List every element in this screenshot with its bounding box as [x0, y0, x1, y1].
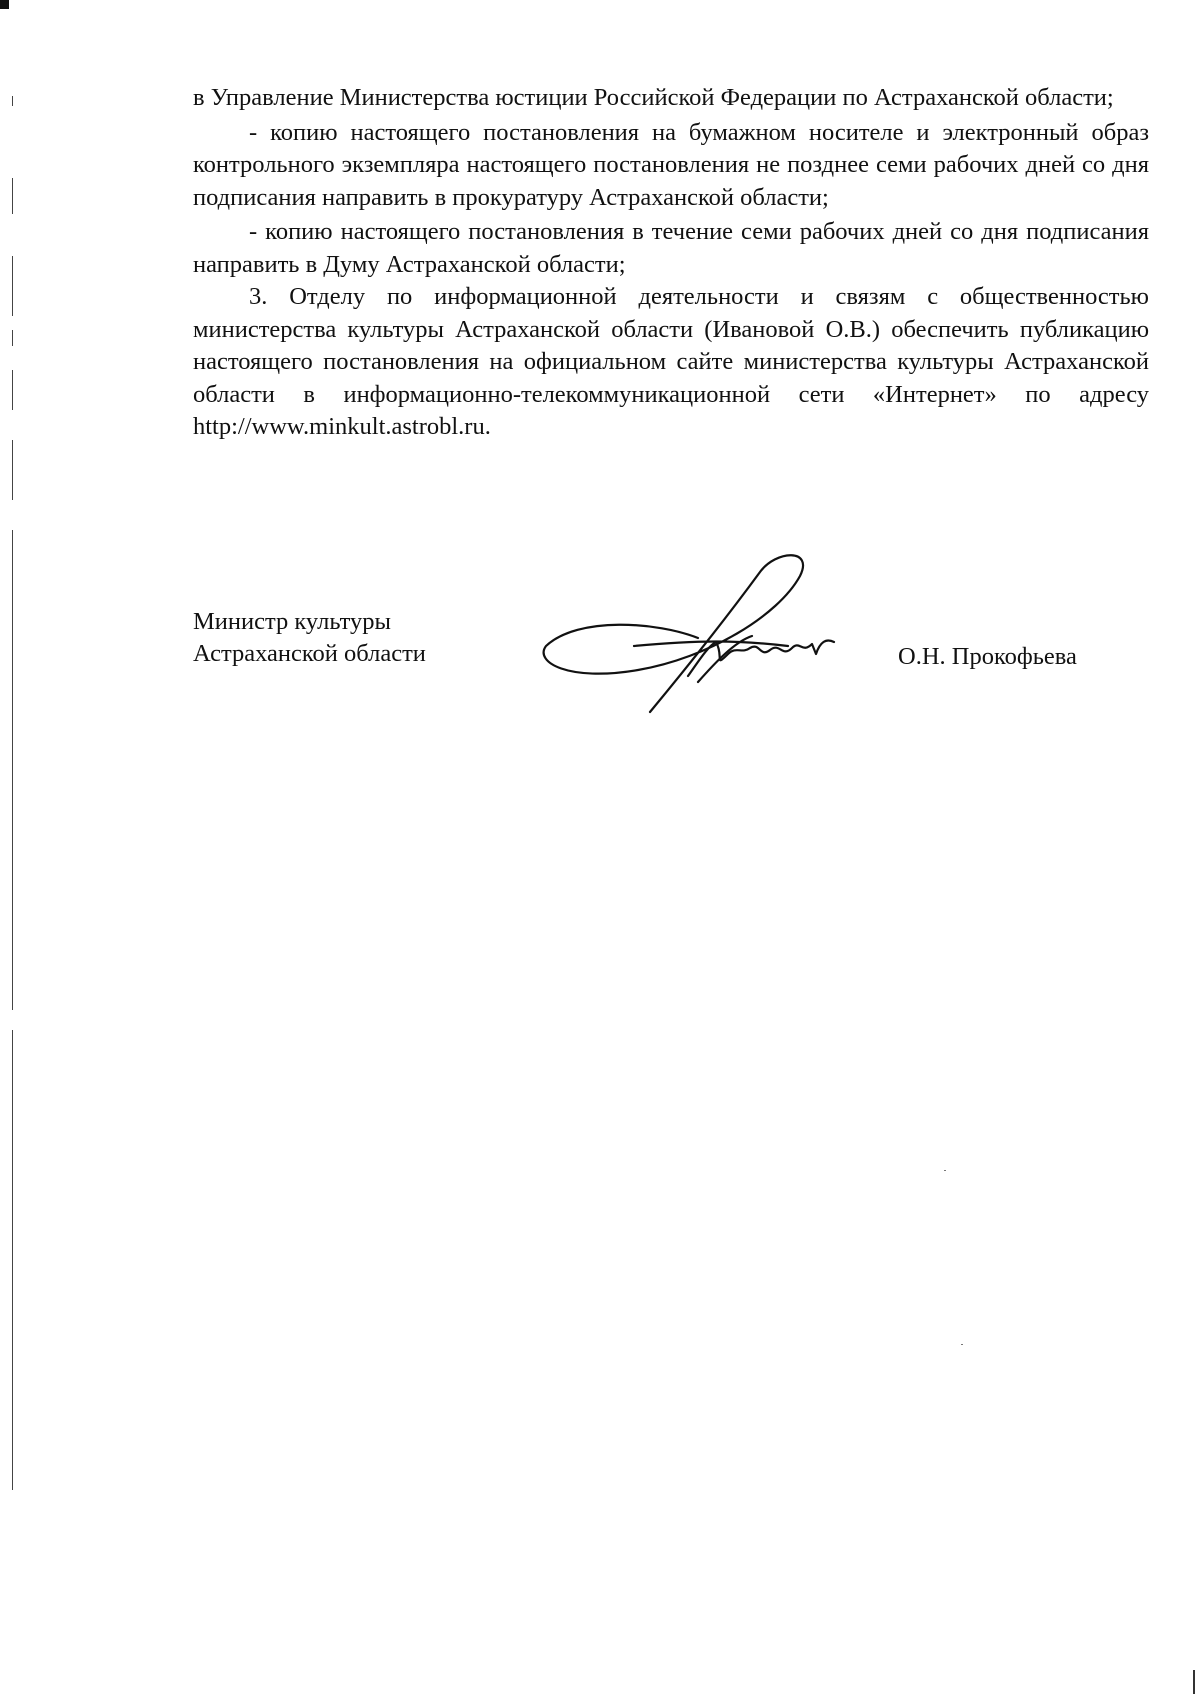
ministry-website-link[interactable]: http://www.minkult.astrobl.ru [193, 413, 485, 440]
scan-speck [961, 1344, 963, 1345]
paragraph-publication [193, 281, 1149, 444]
paragraph-duma-copy: - копию настоящего постановления в течение семи рабочих дней со дня подписания направить в Думу Астраханской области; [193, 218, 1149, 278]
scan-edge-mark [12, 96, 13, 106]
signatory-title-line2: Астраханской области [193, 640, 426, 667]
scan-edge-mark [12, 530, 13, 1010]
scan-speck [944, 1170, 946, 1171]
paragraph-justice-ministry: в Управление Министерства юстиции Российской Федерации по Астраханской области; [193, 84, 1114, 111]
publication-text: 3. Отделу по информационной деятельности и связям с общественностью министерства культуры Астраханской области (Ивановой О.В.) обеспечить публикацию настоящего постановления на официальном сайте министерства культуры Астраханской области в информационно-телекоммуникационной сети «Интернет» по адресу [193, 283, 1149, 408]
signatory-title [193, 606, 426, 670]
document-body [193, 82, 1149, 444]
handwritten-signature [538, 546, 898, 716]
scan-edge-mark [12, 440, 13, 500]
scan-edge-mark [12, 370, 13, 410]
signatory-title-line1: Министр культуры [193, 608, 391, 635]
scan-edge-mark [12, 256, 13, 316]
url-suffix: . [484, 413, 491, 440]
scan-edge-mark [1193, 1670, 1195, 1694]
scan-edge-mark [12, 330, 13, 346]
scan-edge-mark [12, 1030, 13, 1490]
signatory-name: О.Н. Прокофьева [898, 643, 1077, 670]
scan-corner-mark [0, 0, 9, 9]
paragraph-prosecutor-copy: - копию настоящего постановления на бумажном носителе и электронный образ контрольного экземпляра настоящего постановления не позднее семи рабочих дней со дня подписания направить в прокуратуру Астраханской области; [193, 118, 1149, 211]
scan-edge-mark [12, 178, 13, 214]
